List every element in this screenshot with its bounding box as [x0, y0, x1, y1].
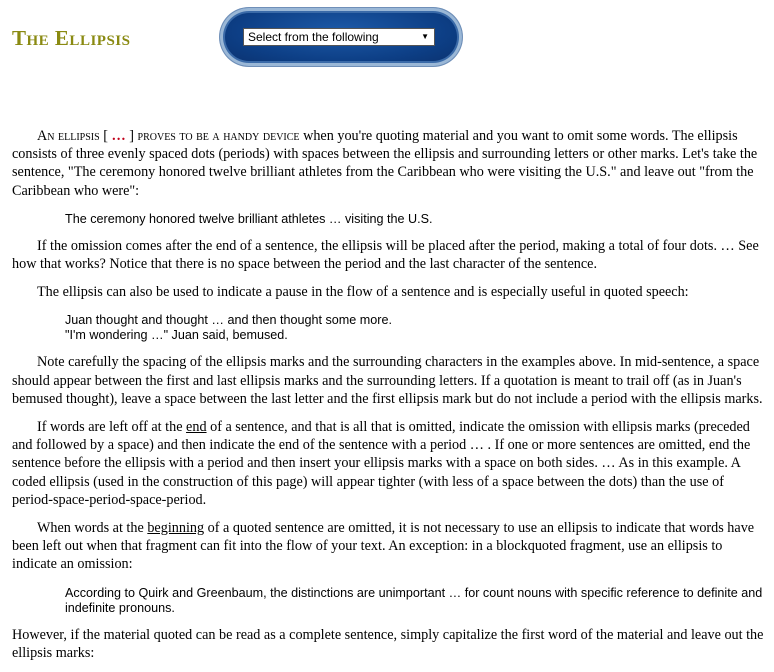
navigation-panel	[220, 8, 462, 66]
ellipsis-dots-icon: …	[111, 128, 126, 144]
text-fragment: When words at the	[37, 520, 148, 537]
paragraph-complete-sentence: However, if the material quoted can be read as a complete sentence, simply capitalize the first word of the material and leave out the ellipsis marks:	[12, 626, 764, 661]
paragraph-end-of-sentence	[12, 418, 766, 509]
blockquote-line: The ceremony honored twelve brilliant athletes … visiting the U.S.	[65, 211, 433, 226]
text-fragment: If words are left off at the	[37, 419, 187, 436]
navigation-select[interactable]	[243, 28, 435, 46]
emphasis-end: end	[186, 419, 207, 436]
blockquote-example-2	[65, 311, 766, 343]
term-handy-device: ] proves to be a handy device	[129, 128, 300, 144]
dropdown-arrow-icon: ▼	[421, 32, 429, 41]
paragraph-omission-end: If the omission comes after the end of a sentence, the ellipsis will be placed after the period, making a total of four dots. … See how that works? Notice that there is no space between the period and the last character of the sentence.	[12, 237, 759, 273]
blockquote-line: According to Quirk and Greenbaum, the distinctions are unimportant … for count nouns with specific reference to definite and indefinite pronouns.	[65, 585, 763, 615]
blockquote-line: "I'm wondering …" Juan said, bemused.	[65, 328, 288, 343]
paragraph-intro-text: when you're quoting material and you want to omit some words. The ellipsis consists of three evenly spaced dots (periods) with spaces between the ellipsis and surrounding letters or other marks. Let's take the sentence, "The ceremony honored twelve brilliant athletes from the Caribbean who were visiting the U.S." and leave out "from the Caribbean who were":	[12, 128, 758, 199]
paragraph-beginning	[12, 519, 766, 574]
article-body	[12, 127, 766, 672]
navigation-select-value: Select from the following	[248, 30, 379, 44]
paragraph-spacing: Note carefully the spacing of the ellipsis marks and the surrounding characters in the examples above. In mid-sentence, a space should appear between the first and last ellipsis marks and the surrounding letters. If a quotation is meant to trail off (as in Juan's bemused thought), leave a space between the last letter and the first ellipsis mark but do not include a period with the ellipsis marks.	[12, 354, 763, 407]
paragraph-intro	[12, 127, 766, 200]
paragraph-pause: The ellipsis can also be used to indicate a pause in the flow of a sentence and is especially useful in quoted speech:	[37, 284, 689, 301]
text-fragment: of a sentence, and that is all that is omitted, indicate the omission with ellipsis marks (preceded and followed by a space) and then indicate the end of the sentence with a period … . If one or more sentences are omitted, end the sentence before the ellipsis with a period and then insert your ellipsis marks with a space on both sides. … As in this example. A coded ellipsis (used in the construction of this page) will appear tighter (with less of a space between the dots) than the use of period-space-period-space-period.	[12, 419, 751, 508]
page-title: The Ellipsis	[12, 26, 131, 50]
blockquote-example-1	[65, 210, 766, 227]
text-fragment: of a quoted sentence are omitted, it is not necessary to use an ellipsis to indicate that words have been left out when that fragment can fit into the flow of your text. An exception: in a blockquoted fragment, use an ellipsis to indicate an omission:	[12, 520, 755, 573]
term-ellipsis: An ellipsis [	[37, 128, 108, 144]
blockquote-line: Juan thought and thought … and then thought some more.	[65, 313, 392, 328]
emphasis-beginning: beginning	[147, 520, 205, 537]
